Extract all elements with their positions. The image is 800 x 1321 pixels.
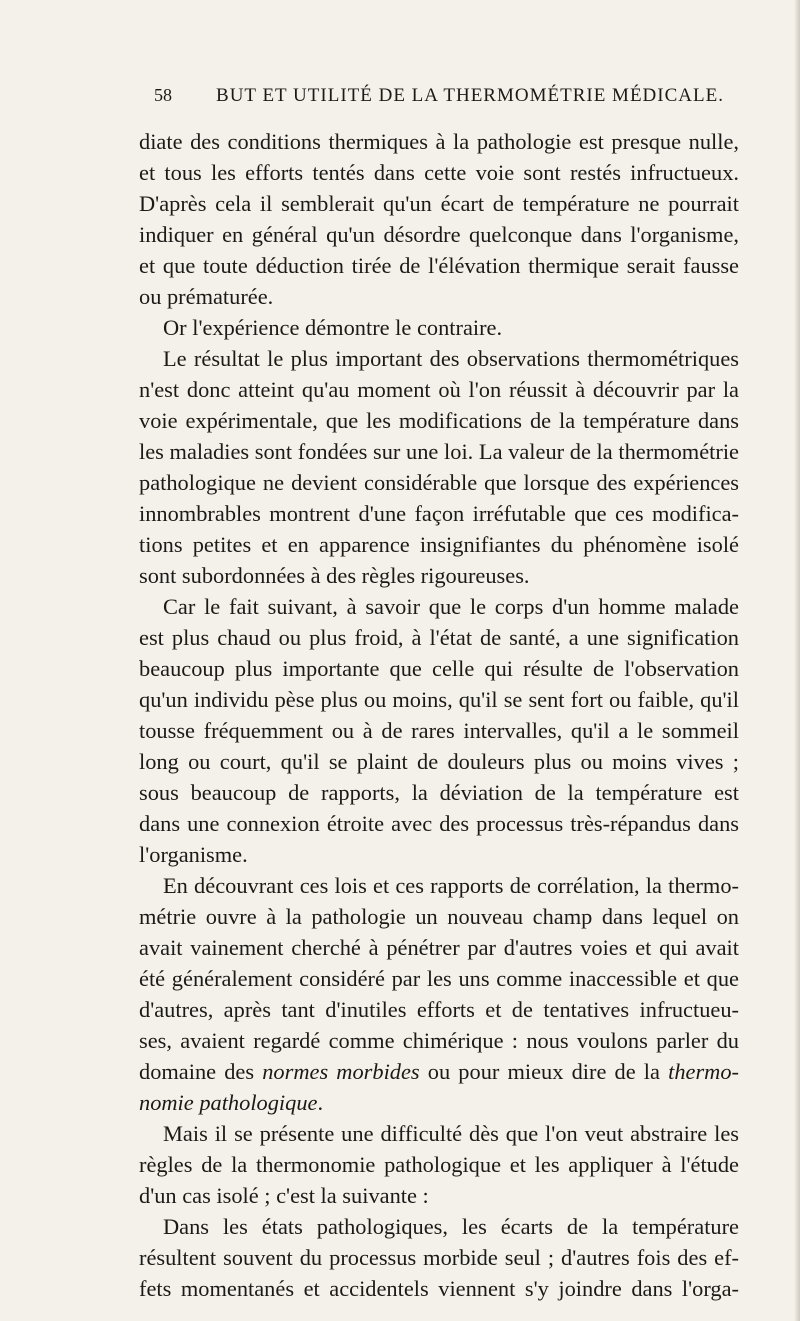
text-line: long ou court, qu'il se plaint de douleurs plus ou moins vives ; <box>139 749 739 774</box>
italic-term: normes morbides <box>262 1059 420 1084</box>
text-line: d'autres, après tant d'inutiles efforts et de tentatives infructueu- <box>139 997 739 1022</box>
text-line: sont subordonnées à des règles rigoureuses. <box>139 563 530 588</box>
text-line: et que toute déduction tirée de l'élévation thermique serait fausse <box>139 253 739 278</box>
text-run: ou pour mieux dire de la <box>419 1059 669 1084</box>
text-line: dans une connexion étroite avec des processus très-répandus dans <box>139 811 739 836</box>
text-line: pathologique ne devient considérable que lorsque des expériences <box>139 470 739 495</box>
text-line: d'un cas isolé ; c'est la suivante : <box>139 1183 429 1208</box>
text-line: innombrables montrent d'une façon irréfutable que ces modifica- <box>139 501 739 526</box>
text-line: résultent souvent du processus morbide seul ; d'autres fois des ef- <box>139 1245 739 1270</box>
running-title: BUT ET UTILITÉ DE LA THERMOMÉTRIE MÉDICALE. <box>216 85 724 106</box>
text-line <box>139 1088 739 1118</box>
italic-term: nomie pathologique <box>139 1090 318 1115</box>
text-line: tousse fréquemment ou à de rares intervalles, qu'il a le sommeil <box>139 718 739 743</box>
text-line: tions petites et en apparence insignifiantes du phénomène isolé <box>139 532 739 557</box>
text-line <box>139 1057 739 1087</box>
text-line: et tous les efforts tentés dans cette voie sont restés infructueux. <box>139 160 739 185</box>
text-line: Le résultat le plus important des observations thermométriques <box>163 346 739 371</box>
text-line: n'est donc atteint qu'au moment où l'on réussit à découvrir par la <box>139 377 739 402</box>
text-line: l'organisme. <box>139 842 248 867</box>
text-line: sous beaucoup de rapports, la déviation de la température est <box>139 780 739 805</box>
text-line: été généralement considéré par les uns comme inaccessible et que <box>139 966 739 991</box>
text-run: . <box>317 1090 324 1115</box>
text-line: Mais il se présente une difficulté dès que l'on veut abstraire les <box>163 1121 739 1146</box>
text-line: avait vainement cherché à pénétrer par d'autres voies et qui avait <box>139 935 739 960</box>
text-line: voie expérimentale, que les modifications de la température dans <box>139 408 739 433</box>
page-edge-shadow <box>794 0 800 1321</box>
italic-term: thermo- <box>668 1059 739 1084</box>
text-line: ou prématurée. <box>139 284 274 309</box>
text-line: En découvrant ces lois et ces rapports de corrélation, la thermo- <box>163 873 739 898</box>
text-line: diate des conditions thermiques à la pathologie est presque nulle, <box>139 129 739 154</box>
text-line: beaucoup plus importante que celle qui résulte de l'observation <box>139 656 739 681</box>
text-line: est plus chaud ou plus froid, à l'état de santé, a une signification <box>139 625 739 650</box>
text-line: métrie ouvre à la pathologie un nouveau champ dans lequel on <box>139 904 739 929</box>
text-line: Car le fait suivant, à savoir que le corps d'un homme malade <box>163 594 739 619</box>
text-run: domaine des <box>139 1059 263 1084</box>
page-number: 58 <box>154 85 172 105</box>
text-line: D'après cela il semblerait qu'un écart de température ne pourrait <box>139 191 739 216</box>
text-line: Dans les états pathologiques, les écarts de la température <box>163 1214 739 1239</box>
text-line: ses, avaient regardé comme chimérique : nous voulons parler du <box>139 1028 739 1053</box>
text-line: fets momentanés et accidentels viennent s'y joindre dans l'orga- <box>139 1276 739 1301</box>
text-line: règles de la thermonomie pathologique et les appliquer à l'étude <box>139 1152 739 1177</box>
text-line: les maladies sont fondées sur une loi. La valeur de la thermométrie <box>139 439 739 464</box>
text-line: qu'un individu pèse plus ou moins, qu'il se sent fort ou faible, qu'il <box>139 687 739 712</box>
text-line: Or l'expérience démontre le contraire. <box>163 315 503 340</box>
text-line: indiquer en général qu'un désordre quelconque dans l'organisme, <box>139 222 739 247</box>
